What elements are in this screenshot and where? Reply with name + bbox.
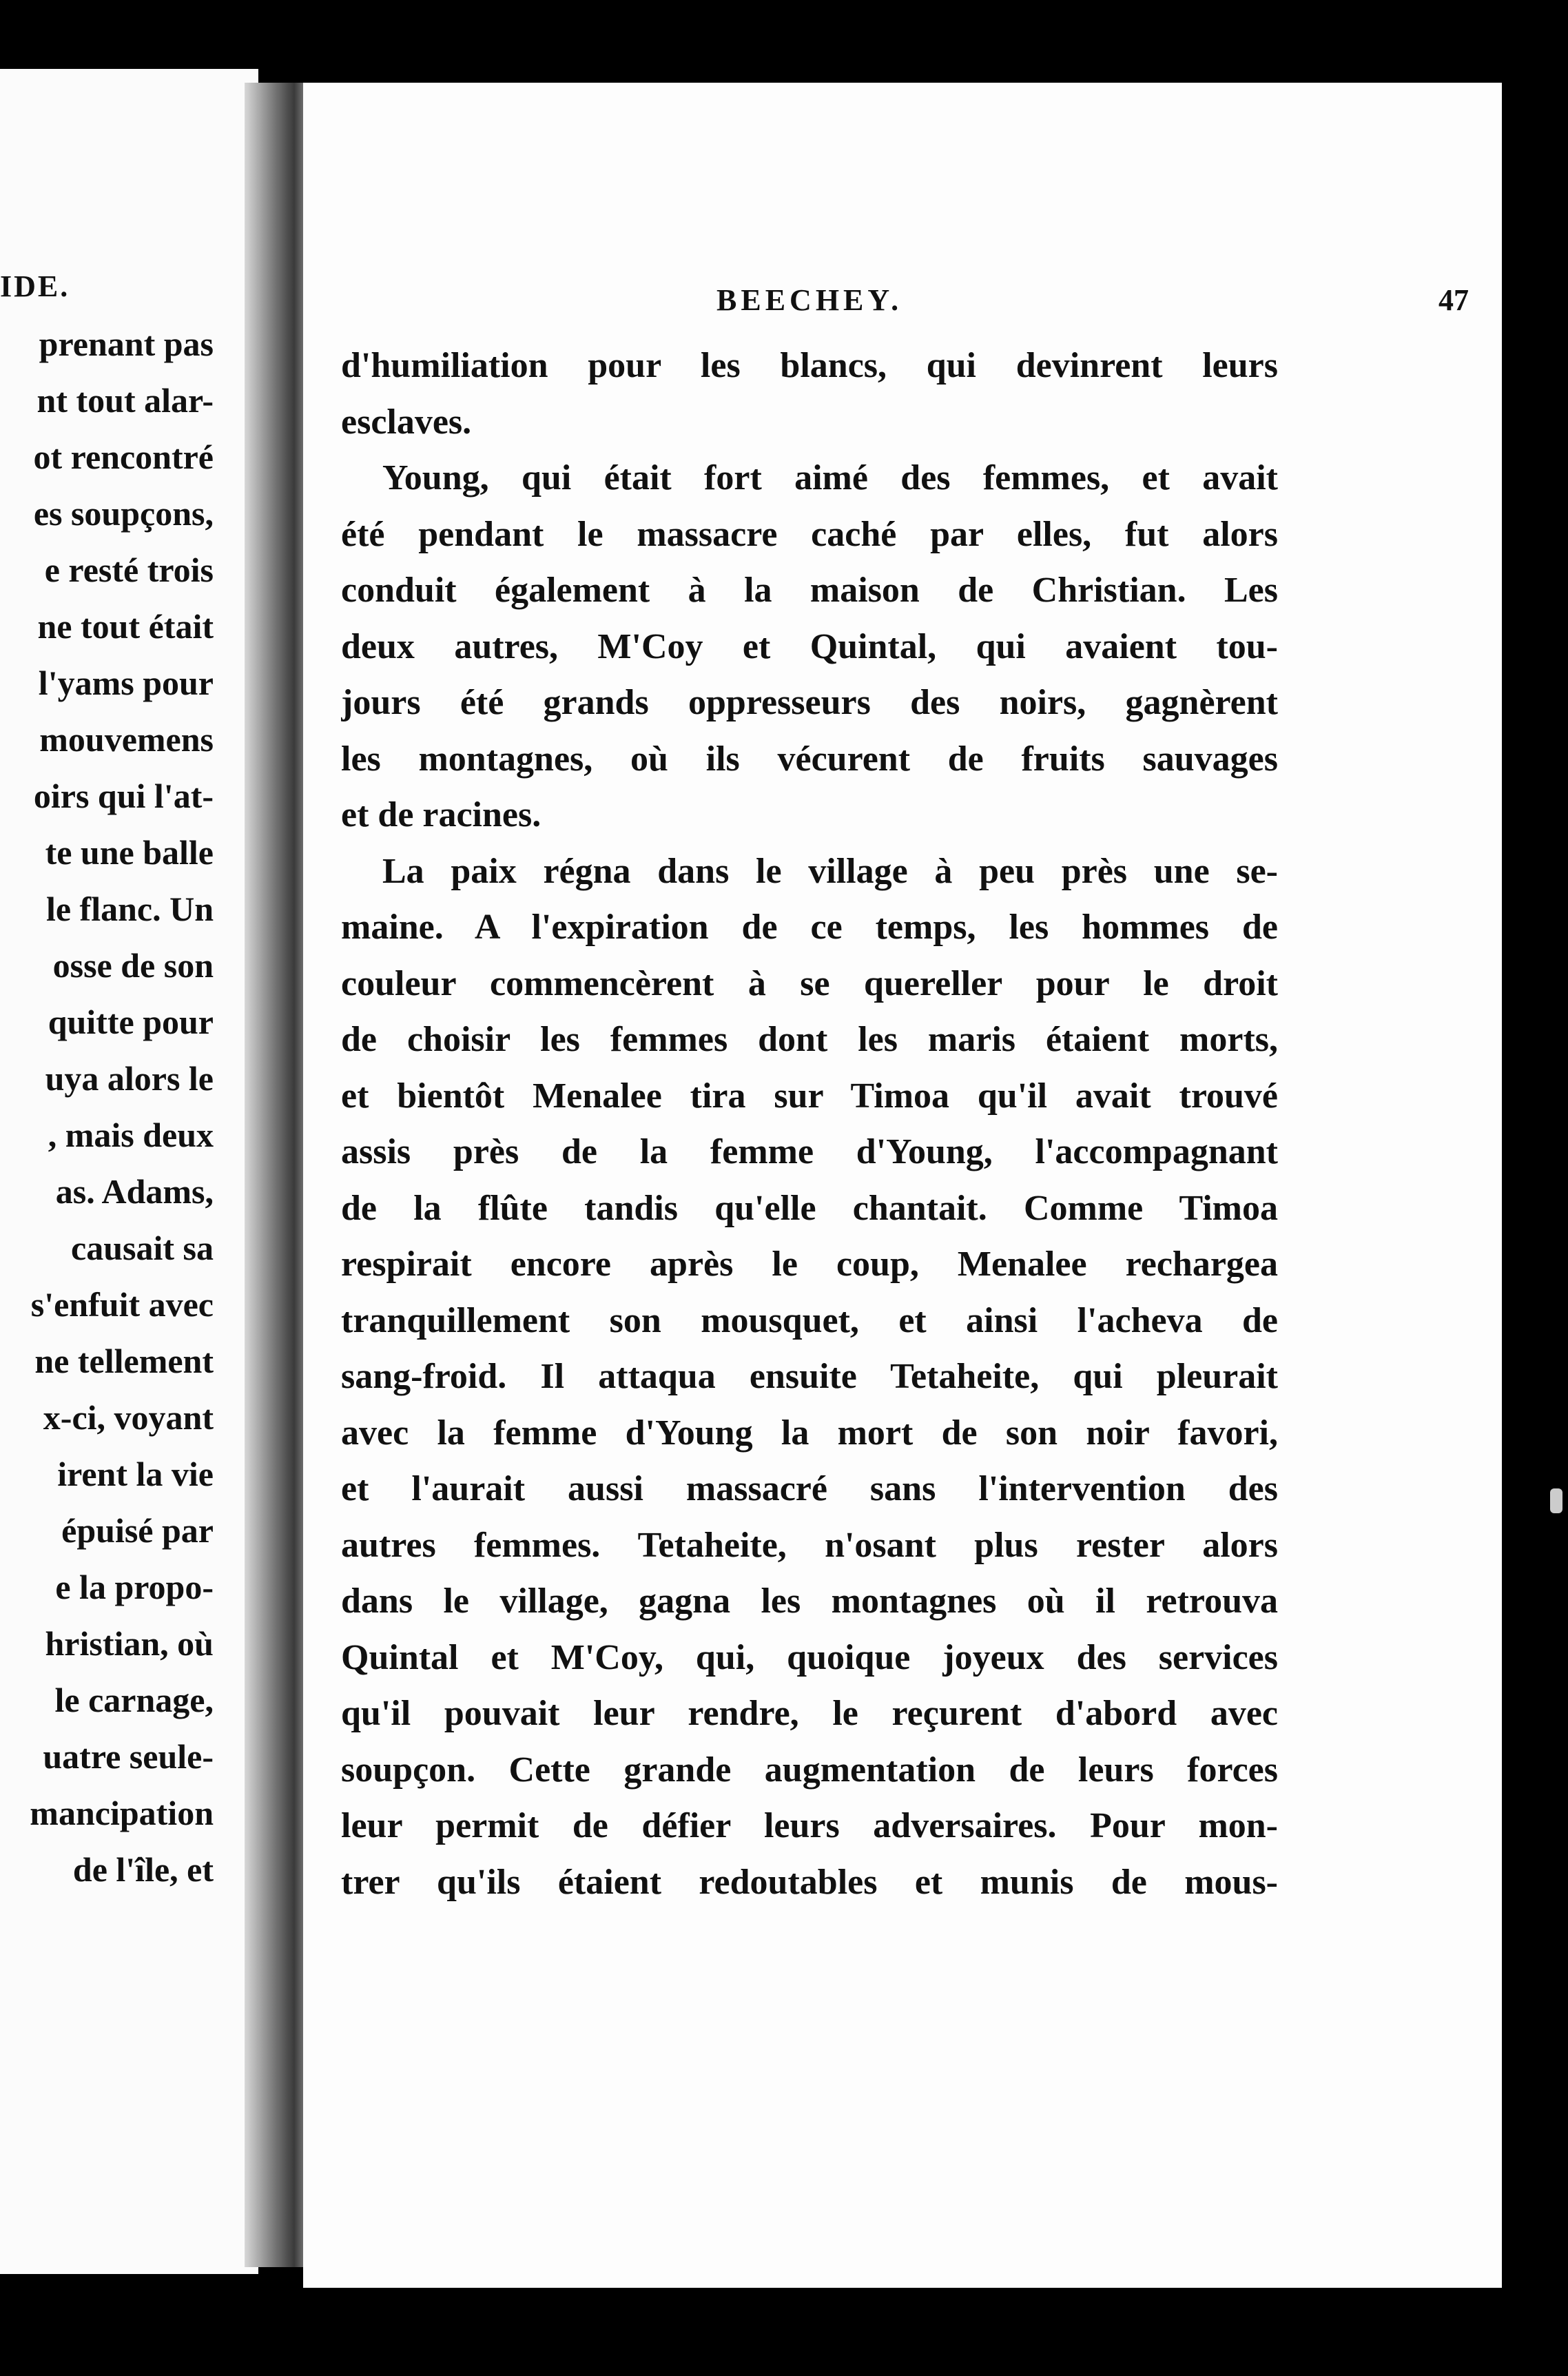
- left-page-line: quitte pour: [48, 1003, 214, 1041]
- text-line: trer qu'ils étaient redoutables et munis de mous-: [341, 1862, 1278, 1902]
- text-line: Quintal et M'Coy, qui, quoique joyeux des services: [341, 1637, 1278, 1677]
- text-line: autres femmes. Tetaheite, n'osant plus rester alors: [341, 1525, 1278, 1565]
- text-line: Young, qui était fort aimé des femmes, et avait: [382, 458, 1278, 498]
- text-line: conduit également à la maison de Christian. Les: [341, 571, 1278, 610]
- right-page: [303, 83, 1502, 2288]
- left-page-line: l'yams pour: [38, 664, 214, 702]
- text-line: de la flûte tandis qu'elle chantait. Comme Timoa: [341, 1188, 1278, 1228]
- text-line: les montagnes, où ils vécurent de fruits sauvages: [341, 739, 1278, 779]
- left-page-line: osse de son: [52, 946, 214, 985]
- left-facing-page: [0, 69, 258, 2274]
- left-page-header: IDE.: [0, 269, 70, 303]
- left-page-line: le carnage,: [54, 1681, 214, 1719]
- left-page-line: es soupçons,: [33, 494, 214, 533]
- text-line: dans le village, gagna les montagnes où il retrouva: [341, 1581, 1278, 1621]
- text-line: deux autres, M'Coy et Quintal, qui avaient tou-: [341, 626, 1278, 666]
- left-page-line: x-ci, voyant: [43, 1398, 214, 1437]
- text-line: sang-froid. Il attaqua ensuite Tetaheite, qui pleurait: [341, 1357, 1278, 1396]
- left-page-line: irent la vie: [57, 1455, 214, 1493]
- left-page-line: ot rencontré: [33, 438, 214, 476]
- left-page-line: nt tout alar-: [37, 381, 214, 420]
- left-page-line: hristian, où: [45, 1624, 214, 1663]
- text-line: et l'aurait aussi massacré sans l'intervention des: [341, 1469, 1278, 1508]
- left-page-line: s'enfuit avec: [30, 1285, 214, 1324]
- text-line: jours été grands oppresseurs des noirs, gagnèrent: [341, 683, 1278, 722]
- left-page-line: uya alors le: [45, 1059, 214, 1098]
- scan-edge-artifact: [1550, 1488, 1562, 1513]
- left-page-line: as. Adams,: [55, 1172, 214, 1211]
- text-line: leur permit de défier leurs adversaires. Pour mon-: [341, 1806, 1278, 1845]
- left-page-line: épuisé par: [61, 1511, 214, 1550]
- text-line: respirait encore après le coup, Menalee rechargea: [341, 1245, 1278, 1284]
- text-line: soupçon. Cette grande augmentation de leurs forces: [341, 1750, 1278, 1790]
- text-line: esclaves.: [341, 402, 472, 442]
- left-page-line: de l'île, et: [72, 1850, 214, 1889]
- text-line: avec la femme d'Young la mort de son noir favori,: [341, 1413, 1278, 1453]
- body-text: [341, 338, 1278, 1910]
- text-line: été pendant le massacre caché par elles, fut alors: [341, 514, 1278, 554]
- left-page-line: e la propo-: [55, 1568, 214, 1606]
- left-page-line: mouvemens: [39, 720, 214, 759]
- text-line: d'humiliation pour les blancs, qui devinrent leurs: [341, 346, 1278, 385]
- left-page-line: uatre seule-: [43, 1737, 214, 1776]
- left-page-line: prenant pas: [39, 325, 214, 363]
- text-line: couleur commencèrent à se quereller pour le droit: [341, 963, 1278, 1003]
- left-page-line: oirs qui l'at-: [33, 777, 214, 815]
- text-line: maine. A l'expiration de ce temps, les hommes de: [341, 908, 1278, 947]
- text-line: de choisir les femmes dont les maris étaient morts,: [341, 1020, 1278, 1059]
- text-line: assis près de la femme d'Young, l'accompagnant: [341, 1132, 1278, 1171]
- left-page-line: causait sa: [71, 1229, 214, 1267]
- text-line: qu'il pouvait leur rendre, le reçurent d'abord avec: [341, 1694, 1278, 1733]
- left-page-line: e resté trois: [44, 551, 214, 589]
- left-page-line: le flanc. Un: [45, 890, 214, 928]
- left-page-line: mancipation: [30, 1794, 214, 1832]
- text-line: tranquillement son mousquet, et ainsi l'acheva de: [341, 1300, 1278, 1340]
- text-line: et bientôt Menalee tira sur Timoa qu'il avait trouvé: [341, 1076, 1278, 1116]
- text-line: et de racines.: [341, 795, 541, 834]
- left-page-line: ne tellement: [34, 1342, 214, 1380]
- text-line: La paix régna dans le village à peu près une se-: [382, 851, 1278, 891]
- left-page-line: ne tout était: [37, 607, 214, 646]
- page-number: 47: [1438, 283, 1469, 317]
- left-page-line: , mais deux: [48, 1116, 214, 1154]
- left-page-line: te une balle: [45, 833, 214, 872]
- page-header: [303, 283, 1502, 324]
- running-title: BEECHEY.: [716, 283, 903, 317]
